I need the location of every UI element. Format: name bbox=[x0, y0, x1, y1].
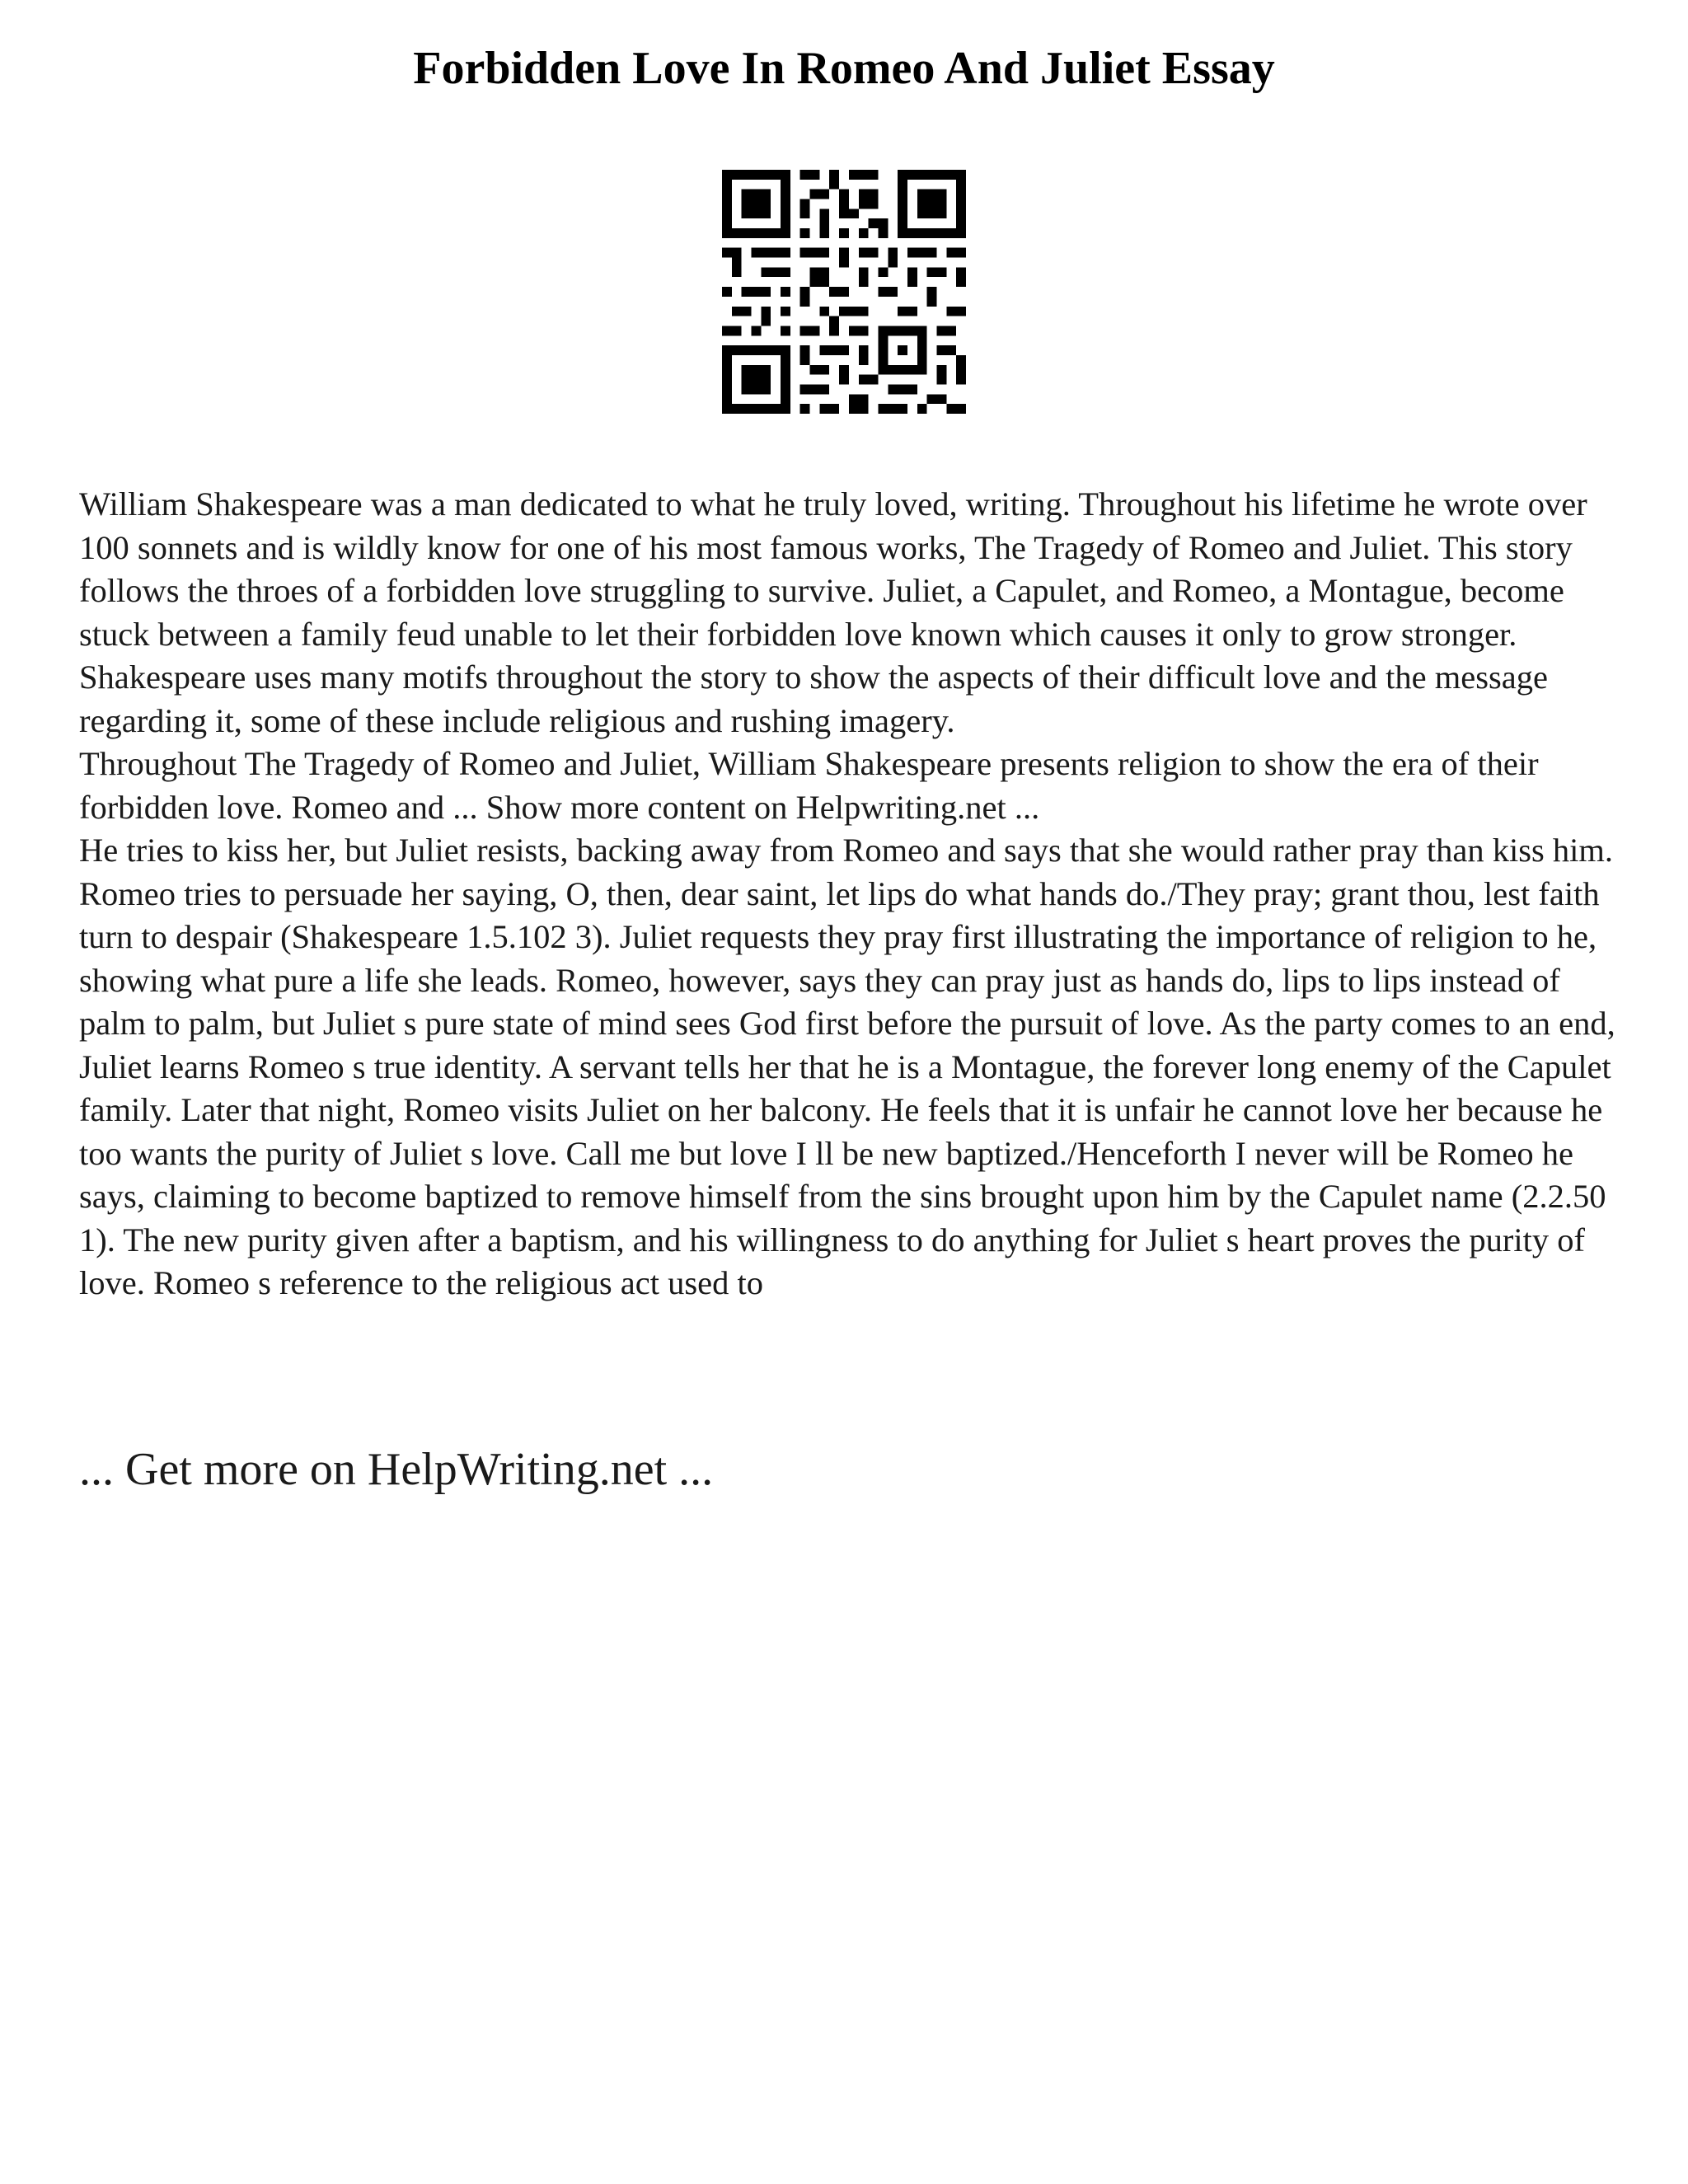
essay-paragraph: Throughout The Tragedy of Romeo and Juliet, William Shakespeare presents religion to show the era of their forbidden love. Romeo and ... Show more content on Helpwriting.net ... bbox=[79, 745, 1539, 826]
essay-body bbox=[79, 483, 1620, 1305]
qr-code-graphic bbox=[722, 170, 966, 414]
get-more-link[interactable]: ... Get more on HelpWriting.net ... bbox=[79, 1444, 714, 1495]
essay-paragraph: He tries to kiss her, but Juliet resists, backing away from Romeo and says that she would rather pray than kiss him. Romeo tries to persuade her saying, O, then, dear saint, let lips do what hands do./They pray; grant thou, lest faith turn to despair (Shakespeare 1.5.102 3). Juliet requests they pray first illustrating the importance of religion to he, showing what pure a life she leads. Romeo, however, says they can pray just as hands do, lips to lips instead of palm to palm, but Juliet s pure state of mind sees God first before the pursuit of love. As the party comes to an end, Juliet learns Romeo s true identity. A servant tells her that he is a Montague, the forever long enemy of the Capulet family. Later that night, Romeo visits Juliet on her balcony. He feels that it is unfair he cannot love her because he too wants the purity of Juliet s love. Call me but love I ll be new baptized./Henceforth I never will be Romeo he says, claiming to become baptized to remove himself from the sins brought upon him by the Capulet name (2.2.50 1). The new purity given after a baptism, and his willingness to do anything for Juliet s heart proves the purity of love. Romeo s reference to the religious act used to bbox=[79, 832, 1615, 1301]
page-title: Forbidden Love In Romeo And Juliet Essay bbox=[413, 43, 1275, 94]
qr-code-icon[interactable] bbox=[722, 170, 966, 414]
essay-paragraph: William Shakespeare was a man dedicated to what he truly loved, writing. Throughout his lifetime he wrote over 100 sonnets and is wildly know for one of his most famous works, The Tragedy of Romeo and Juliet. This story follows the throes of a forbidden love struggling to survive. Juliet, a Capulet, and Romeo, a Montague, become stuck between a family feud unable to let their forbidden love known which causes it only to grow stronger. Shakespeare uses many motifs throughout the story to show the aspects of their difficult love and the message regarding it, some of these include religious and rushing imagery. bbox=[79, 485, 1587, 739]
